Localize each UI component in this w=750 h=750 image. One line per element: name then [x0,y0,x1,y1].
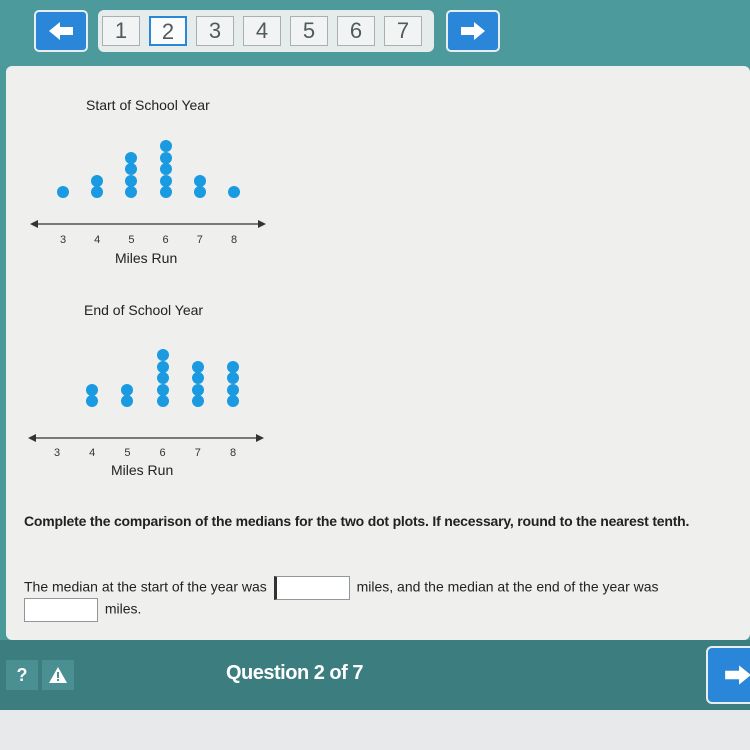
data-dot [160,186,172,198]
tick-label: 4 [94,234,101,246]
data-dot [157,372,169,384]
data-dot [192,395,204,407]
plot-title: Start of School Year [86,97,210,113]
data-dot [160,140,172,152]
left-arrow-icon [47,20,75,42]
data-dot [228,186,240,198]
data-dot [157,361,169,373]
data-dot [194,175,206,187]
median-end-input[interactable] [24,598,98,622]
tick-label: 4 [89,447,96,459]
instruction-text: Complete the comparison of the medians for the two dot plots. If necessary, round to the nearest tenth. [24,513,690,529]
page-tab-7[interactable]: 7 [384,16,422,46]
data-dot [227,395,239,407]
data-dot [227,384,239,396]
page-tabs [98,10,434,52]
number-line [26,430,266,446]
tick-label: 5 [128,234,135,246]
data-dot [194,186,206,198]
previous-button[interactable] [34,10,88,52]
top-navigation-bar [0,0,750,66]
data-dot [192,361,204,373]
sentence-part-1: The median at the start of the year was [24,578,267,595]
tick-label: 3 [53,447,61,459]
data-dot [157,349,169,361]
page-tab-5[interactable]: 5 [290,16,328,46]
data-dot [57,186,69,198]
axis-label: Miles Run [115,250,178,266]
question-panel [6,66,750,640]
number-line [28,216,268,232]
page-tab-3[interactable]: 3 [196,16,234,46]
next-question-button[interactable] [706,646,750,704]
data-dot [125,175,137,187]
data-dot [121,384,133,396]
bottom-bar [0,640,750,710]
report-button[interactable] [42,660,74,690]
right-arrow-icon [459,20,487,42]
tick-label: 5 [124,447,131,459]
question-counter: Question 2 of 7 [226,662,363,684]
data-dot [157,384,169,396]
data-dot [125,152,137,164]
sentence-part-3: miles. [104,600,142,617]
data-dot [86,384,98,396]
data-dot [192,384,204,396]
answer-sentence [24,576,659,600]
warning-icon [48,666,68,684]
right-arrow-icon [723,663,750,687]
tick-label: 7 [196,234,203,246]
next-button[interactable] [446,10,500,52]
sentence-part-2: miles, and the median at the end of the year was [356,578,659,595]
tick-label: 8 [229,447,237,459]
data-dot [157,395,169,407]
page-tab-2[interactable]: 2 [149,16,187,46]
data-dot [227,372,239,384]
data-dot [160,152,172,164]
page-tab-6[interactable]: 6 [337,16,375,46]
page-tab-1[interactable]: 1 [102,16,140,46]
page-footer [0,710,750,750]
data-dot [227,361,239,373]
tick-label: 3 [59,234,67,246]
data-dot [91,175,103,187]
data-dot [160,163,172,175]
data-dot [192,372,204,384]
axis-label: Miles Run [111,462,174,478]
help-button[interactable]: ? [6,660,38,690]
tick-label: 6 [162,234,169,246]
page-tab-4[interactable]: 4 [243,16,281,46]
median-start-input[interactable] [274,576,350,600]
tick-label: 6 [159,447,166,459]
tick-label: 8 [230,234,238,246]
plot-title: End of School Year [84,302,204,318]
answer-sentence-continued [24,598,141,622]
tick-label: 7 [194,447,201,459]
data-dot [160,175,172,187]
